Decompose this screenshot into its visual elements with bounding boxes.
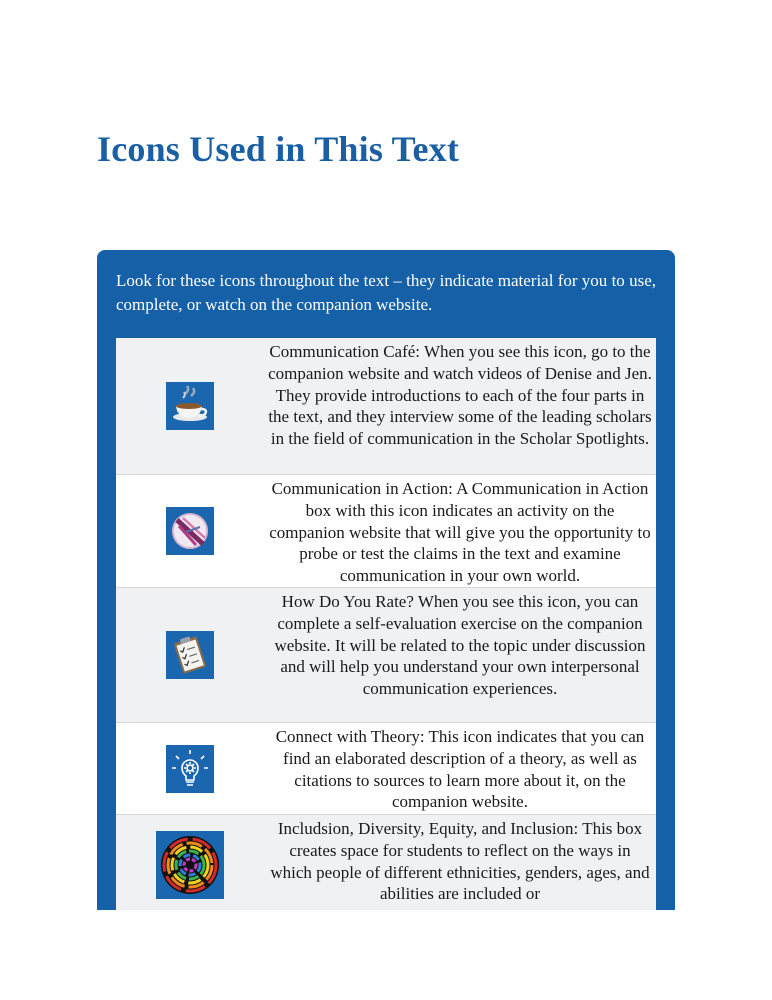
communication-in-action-icon [166,507,214,555]
table-row-communication-in-action [116,475,656,588]
icons-panel [97,250,675,910]
table-row-how-do-you-rate [116,588,656,723]
coffee-cup-icon [166,382,214,430]
row-description: Communication in Action: A Communication in Action box with this icon indicates an activity on the companion website that will give you the opportunity to probe or test the claims in the text and examine communication in your own world. [269,479,651,586]
icon-table [116,338,656,910]
row-description: How Do You Rate? When you see this icon, you can complete a self-evaluation exercise on the companion website. It will be related to the topic under discussion and will help you understand your own interpersonal communication experiences. [274,592,646,699]
row-description: Connect with Theory: This icon indicates that you can find an elaborated description of a theory, as well as citations to sources to learn more about it, on the companion website. [275,727,645,812]
checklist-clipboard-icon [166,631,214,679]
row-description: Includsion, Diversity, Equity, and Inclusion: This box creates space for students to reflect on the ways in which people of different ethnicities, genders, ages, and abilities are included or [270,819,650,904]
table-row-connect-with-theory [116,723,656,815]
rainbow-spiral-icon [156,831,224,899]
row-description: Communication Café: When you see this icon, go to the companion website and watch videos of Denise and Jen. They provide introductions to each of the four parts in the text, and they interview some of the leading scholars in the field of communication in the Scholar Spotlights. [268,342,652,449]
lightbulb-gear-icon [166,745,214,793]
page-title: Icons Used in This Text [97,129,460,169]
panel-intro: Look for these icons throughout the text – they indicate material for you to use, complete, or watch on the companion website. [116,271,656,314]
table-row-communication-cafe [116,338,656,475]
table-row-inclusion-diversity [116,815,656,910]
